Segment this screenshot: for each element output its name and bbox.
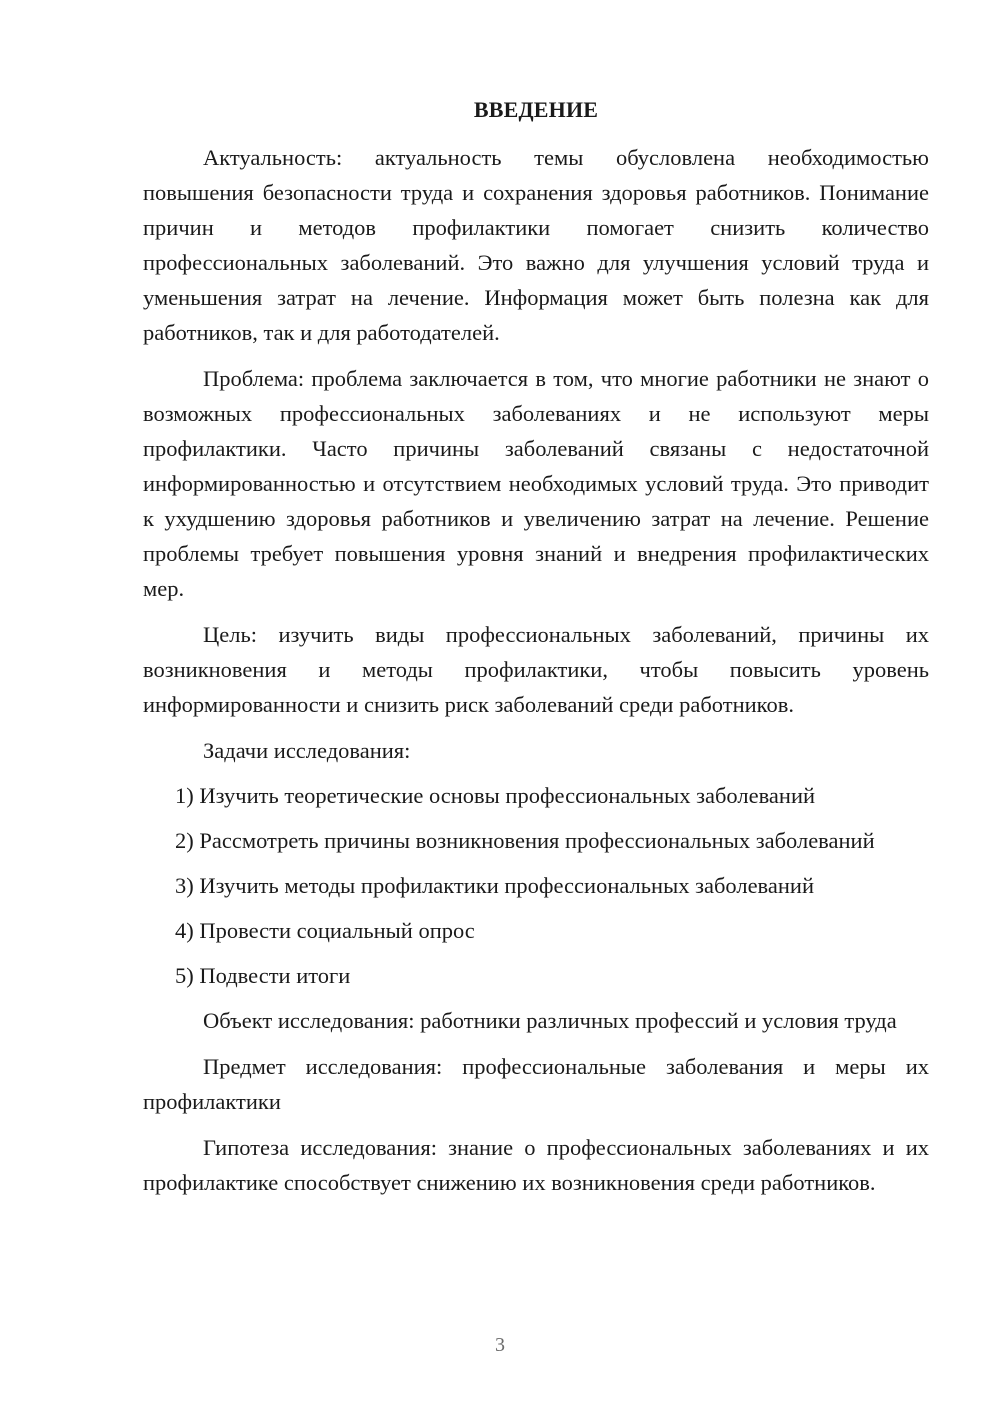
task-item-1: 1) Изучить теоретические основы профессиональных заболеваний: [175, 783, 816, 808]
document-page: [143, 92, 929, 1211]
task-item-4: 4) Провести социальный опрос: [175, 918, 475, 943]
task-item-5: 5) Подвести итоги: [175, 963, 351, 988]
task-item-2: 2) Рассмотреть причины возникновения профессиональных заболеваний: [175, 828, 875, 853]
paragraph-relevance: Актуальность: актуальность темы обусловлена необходимостью повышения безопасности труда и сохранения здоровья работников. Понимание причин и методов профилактики помогает снизить количество профессиональных заболеваний. Это важно для улучшения условий труда и уменьшения затрат на лечение. Информация может быть полезна как для работников, так и для работодателей.: [143, 145, 929, 345]
page-title: ВВЕДЕНИЕ: [473, 97, 599, 122]
paragraph-object: Объект исследования: работники различных профессий и условия труда: [203, 1008, 897, 1033]
paragraph-goal: Цель: изучить виды профессиональных заболеваний, причины их возникновения и методы профилактики, чтобы повысить уровень информированности и снизить риск заболеваний среди работников.: [143, 622, 929, 717]
paragraph-subject: Предмет исследования: профессиональные заболевания и меры их профилактики: [143, 1054, 929, 1114]
paragraph-problem: Проблема: проблема заключается в том, что многие работники не знают о возможных профессиональных заболеваниях и не используют меры профилактики. Часто причины заболеваний связаны с недостаточной информированностью и отсутствием необходимых условий труда. Это приводит к ухудшению здоровья работников и увеличению затрат на лечение. Решение проблемы требует повышения уровня знаний и внедрения профилактических мер.: [143, 366, 929, 601]
page-number: 3: [495, 1334, 505, 1356]
paragraph-hypothesis: Гипотеза исследования: знание о профессиональных заболеваниях и их профилактике способствует снижению их возникновения среди работников.: [143, 1135, 929, 1195]
tasks-heading: Задачи исследования:: [203, 738, 411, 763]
task-item-3: 3) Изучить методы профилактики профессиональных заболеваний: [175, 873, 814, 898]
